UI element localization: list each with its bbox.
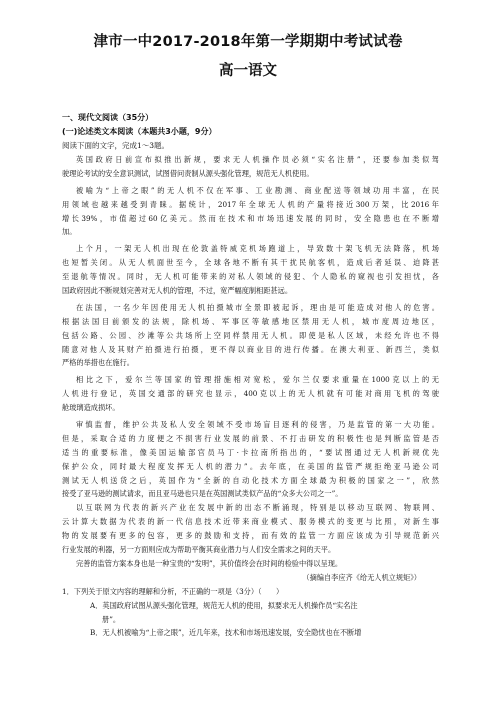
- passage-line: 在法国，一名少年因使用无人机拍摄城市全景即被起诉，理由是可能造成对他人的危害。: [76, 302, 439, 312]
- paragraph-5: [62, 373, 439, 415]
- paragraph-8: [62, 557, 439, 571]
- passage-line: 行业发展的利器，另一方面则应成为帮助平衡其商业潜力与人们安全需求之间的天平。: [62, 545, 336, 555]
- passage-line: 包括公路、公园、沙滩等公共场所上空同样禁用无人机。即使是私人区域，未经允许也不得: [62, 330, 439, 340]
- passage-source: （摘编自李应齐《给无人机立规矩》）: [302, 572, 421, 582]
- passage-line: 保护公众，同时最大程度发挥无人机的潜力”。去年底，在美国的监管严规拒绝亚马逊公司: [62, 461, 439, 471]
- passage-line: 完善的监管方案本身也是一种宝贵的“发明”，其价值终会在时间的检验中得以呈现。: [76, 558, 343, 568]
- passage-line: 也短暂关闭。从无人机面世至今，全球各地不断有其干扰民航客机，造成后者延误、迫降甚: [62, 258, 439, 268]
- paragraph-2: [62, 184, 439, 240]
- exam-title: 津市一中2017-2018年第一学期期中考试试卷: [93, 34, 403, 50]
- passage-line: 英国政府日前宣布拟推出新规，要求无人机操作员必须“实名注册”，还要参加类似驾: [76, 155, 439, 164]
- passage-line: 加。: [62, 227, 77, 237]
- passage-line: 物的发展要有更多的包容，更多的鼓励和支持，而有效的监管一方面应该成为引导规范新兴: [62, 531, 439, 541]
- passage-line: 测试无人机送货之后，英国作为“全新的自动化技术方面全球最为积极的国家之一”，欣然: [62, 475, 439, 485]
- passage-line: 相比之下，爱尔兰等国家的管理措施相对宽松，爱尔兰仅要求重量在1000克以上的无: [76, 375, 439, 385]
- passage-line: 人机进行登记，英国交通部的研究也显示，400克以上的无人机就有可能对商用飞机的驾驶: [62, 389, 439, 399]
- passage-line: 严格的举措也在施行。: [62, 358, 134, 368]
- passage-line: 以互联网为代表的新兴产业在发展中新的出态不断涌现，特别是以移动互联网、物联网、: [76, 503, 439, 513]
- passage-line: 根据法国目前颁发的法规，除机场、军事区等敏感地区禁用无人机，城市度周边地区，: [62, 316, 439, 326]
- question-1: 1．下列关于原文内容的理解和分析，不正确的一项是（3分）（ ）: [62, 586, 284, 596]
- passage-line: 随意对他人及其财产拍摄进行拍摄，更不得以商业目的进行传播。在澳大利亚、新西兰，类似: [62, 344, 439, 354]
- paragraph-6: [62, 418, 439, 501]
- subsection-heading: (一)论述类文本阅读（本题共3小题，9分）: [62, 127, 217, 136]
- passage-line: 被喻为“上帝之眼”的无人机不仅在军事、工业勘测、商业配送等领域功用丰富，在民: [76, 185, 439, 195]
- option-a-cont: 册”。: [102, 614, 121, 624]
- option-a: A．英国政府试图从源头强化管理，规范无人机的使用，拟要求无人机操作员“实名注: [90, 600, 358, 610]
- passage-line: 用领域也越来越受到青睐。据统计，2017年全球无人机的产量将接近300万架，比2016年: [62, 199, 439, 209]
- passage-line: 适当的重要标准，像美国运输部官员马丁·卡拉南所指出的，“要试图通过无人机新规优先: [62, 447, 439, 457]
- exam-subtitle: 高一语文: [219, 63, 277, 79]
- passage-line: 增长39%，市值超过60亿美元。然而在技术和市场迅速发展的同时，安全隐患也在不断增: [62, 213, 439, 223]
- passage-line: 但是，采取合适的力度便之不损害行业发展的前景、不打击研发的积极性也是判断监管是否: [62, 433, 439, 443]
- paragraph-3: [62, 242, 439, 298]
- passage-line: 国政府因此不断规划完善对无人机的管理，不过，宽严幅度制相距甚远。: [62, 286, 293, 296]
- paragraph-7: [62, 501, 439, 557]
- passage-body: [62, 153, 439, 640]
- passage-line: 驶理论考试的安全意识测试，试图借问责制从源头强化管理，规范无人机使用。: [62, 168, 314, 178]
- reading-instructions: 阅读下面的文字，完成1～3题。: [62, 141, 170, 150]
- passage-line: 接受了亚马逊的测试请求，而且亚马逊也只是在英国测试类似产品的“众多大公司之一”。: [62, 489, 343, 499]
- passage-line: 审慎监督，维护公共及私人安全领域不受市场盲目逐利的侵害，乃是监管的第一大功能。: [76, 420, 439, 430]
- passage-line: 云计算大数据为代表的新一代信息技术近带来商业模式、服务模式的变更与比照，对新生事: [62, 517, 439, 527]
- paragraph-4: [62, 301, 439, 370]
- section-heading: 一、现代文阅读（35分）: [62, 113, 154, 122]
- passage-line: 上个月，一架无人机出现在伦敦盖特威克机场跑道上，导致数十架飞机无法降落，机场: [76, 244, 439, 254]
- passage-line: 舱玻璃造成损坏。: [62, 403, 120, 413]
- option-b: B．无人机被喻为“上帝之眼”，近几年来，技术和市场迅速发展，安全隐忧也在不断增: [90, 628, 362, 638]
- passage-line: 至退航等情况。同时，无人机可能带来的对私人领域的侵犯、个人隐私的窥视也引发担忧，各: [62, 272, 439, 282]
- paragraph-1: [62, 153, 439, 181]
